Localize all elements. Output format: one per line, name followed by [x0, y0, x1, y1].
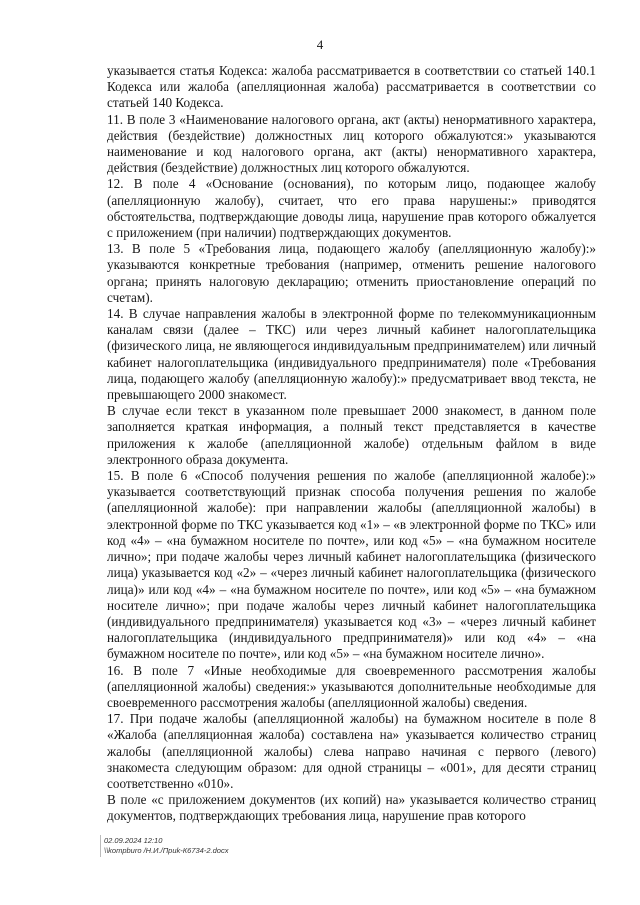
paragraph: В случае если текст в указанном поле превышает 2000 знакомест, в данном поле заполняется краткая информация, а полный текст представляется в качестве приложения к жалобе (апелляционной жалобе) отдельным файлом в виде электронного образа документа. [107, 403, 596, 467]
footer-file-path: \\kompburo /Н.И./Приk-К6734-2.docx [104, 846, 229, 855]
paragraph: 16. В поле 7 «Иные необходимые для своевременного рассмотрения жалобы (апелляционной жалобы) сведения:» указываются дополнительные необходимые для своевременного рассмотрения жалобы (апелляционной жалобы) сведения. [107, 662, 596, 710]
paragraph: 17. При подаче жалобы (апелляционной жалобы) на бумажном носителе в поле 8 «Жалоба (апелляционная жалоба) составлена на» указывается количество страниц жалобы (апелляционной жалобы) слева направо начиная с первого (левого) знакоместа следующим образом: для одной страницы – «001», для десяти страниц соответственно «010». [107, 711, 596, 791]
margin-mark [100, 835, 101, 857]
paragraph: 14. В случае направления жалобы в электронной форме по телекоммуникационным каналам связи (далее – ТКС) или через личный кабинет налогоплательщика (физического лица, не являющегося индивидуальным предпринимателем) или личный кабинет налогоплательщика (индивидуального предпринимателя) поле «Требования лица, подающего жалобу (апелляционную жалобу):» предусматривает ввод текста, не превышающего 2000 знакомест. [107, 306, 596, 403]
paragraph: 13. В поле 5 «Требования лица, подающего жалобу (апелляционную жалобу):» указываются конкретные требования (например, отменить решение налогового органа; принять налоговую декларацию; отменить приостановление операций по счетам). [107, 241, 596, 305]
paragraph: указывается статья Кодекса: жалоба рассматривается в соответствии со статьей 140.1 Кодекса или жалоба (апелляционная жалоба) рассматривается в соответствии со статьей 140 Кодекса. [107, 63, 596, 111]
page-number: 4 [316, 37, 324, 52]
paragraph: 15. В поле 6 «Способ получения решения по жалобе (апелляционной жалобе):» указывается соответствующий признак способа получения решения по жалобе (апелляционной жалобе): при направлении жалобы (апелляционной жалобы) в электронной форме по ТКС указывается код «1» – «в электронной форме по ТКС» или код «4» – «на бумажном носителе по почте», или код «5» – «на бумажном носителе лично»; при подаче жалобы через личный кабинет налогоплательщика (физического лица) указывается код «2» – «через личный кабинет налогоплательщика (физического лица)» или код «4» – «на бумажном носителе по почте», или код «5» – «на бумажном носителе лично»; при подаче жалобы через личный кабинет налогоплательщика (индивидуального предпринимателя) указывается код «3» – «через личный кабинет налогоплательщика (индивидуального предпринимателя)» или код «4» – «на бумажном носителе по почте», или код «5» – «на бумажном носителе лично». [107, 468, 596, 662]
paragraph: 12. В поле 4 «Основание (основания), по которым лицо, подающее жалобу (апелляционную жалобу), считает, что его права нарушены:» приводятся обстоятельства, подтверждающие доводы лица, нарушение прав которого обжалуется с приложением (при наличии) подтверждающих документов. [107, 176, 596, 241]
paragraph: В поле «с приложением документов (их копий) на» указывается количество страниц документов, подтверждающих требования лица, нарушение прав которого [107, 792, 596, 824]
document-footer [104, 836, 228, 856]
paragraph: 11. В поле 3 «Наименование налогового органа, акт (акты) ненормативного характера, действия (бездействие) должностных лиц которого обжалуются:» указываются наименование и код налогового органа, акт (акты) ненормативного характера, действия (бездействие) должностных лиц которого обжалуются. [107, 111, 596, 176]
footer-date: 02.09.2024 12:10 [104, 836, 163, 845]
document-body [107, 63, 596, 825]
